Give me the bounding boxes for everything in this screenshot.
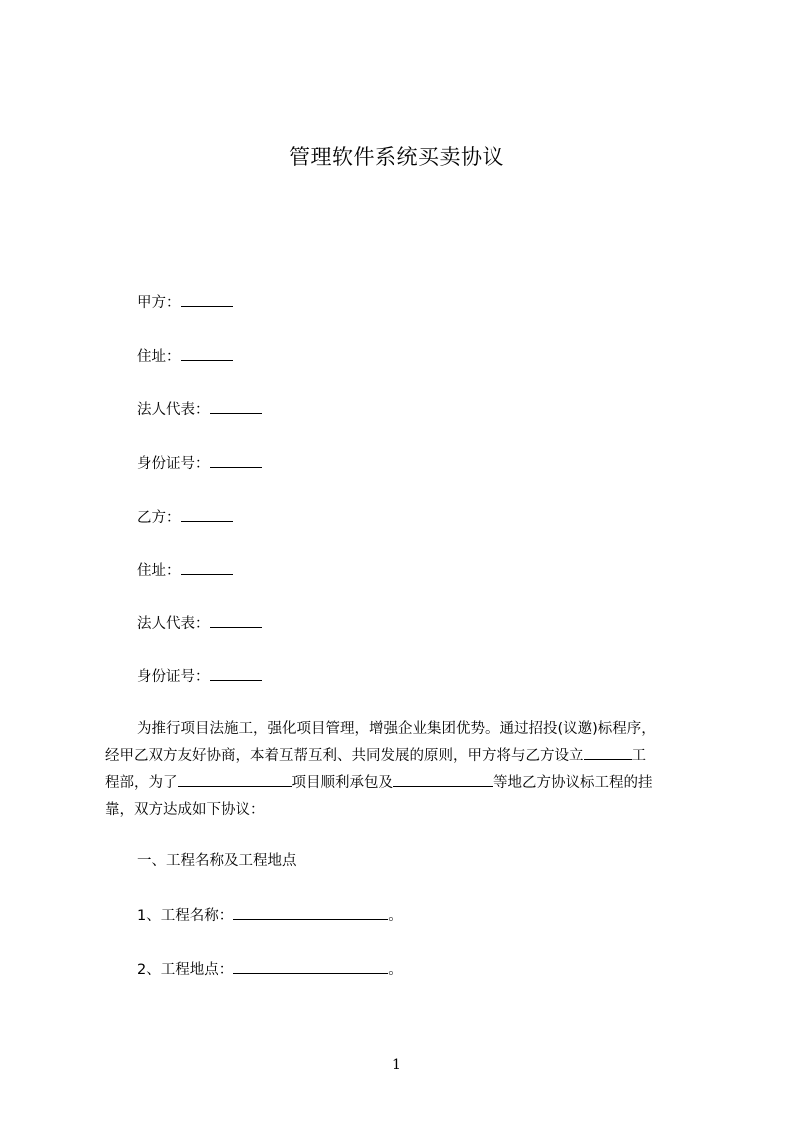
intro-line-3-end: 等地乙方协议标工程的挂 — [493, 775, 653, 791]
party-b-legal-rep-field — [137, 613, 262, 634]
party-a-legal-rep-field — [137, 399, 262, 420]
project-location-label: 2、工程地点： — [137, 962, 234, 978]
intro-line-2-text: 经甲乙双方友好协商，本着互帮互利、共同发展的原则，甲方将与乙方设立 — [105, 748, 584, 764]
intro-line-3-mid: 项目顺利承包及 — [291, 775, 393, 791]
section-1-heading: 一、工程名称及工程地点 — [137, 853, 297, 869]
party-b-legal-rep-blank — [210, 613, 262, 628]
intro-blank-location — [393, 772, 493, 787]
party-b-address-field — [137, 560, 233, 581]
party-a-field — [137, 292, 233, 313]
document-title: 管理软件系统买卖协议 — [289, 145, 504, 169]
project-name-blank — [233, 905, 388, 920]
intro-line-2 — [105, 743, 725, 770]
party-a-address-blank — [181, 346, 233, 361]
intro-blank-department — [584, 745, 632, 760]
intro-line-4: 靠，双方达成如下协议： — [105, 802, 265, 818]
party-b-blank — [181, 507, 233, 522]
party-a-id-field — [137, 453, 262, 474]
party-a-id-blank — [210, 453, 262, 468]
intro-line-1: 为推行项目法施工，强化项目管理，增强企业集团优势。通过招投(议邀)标程序， — [137, 721, 656, 737]
party-b-id-field — [137, 666, 262, 687]
party-a-label: 甲方： — [137, 295, 181, 311]
party-a-legal-rep-label: 法人代表： — [137, 402, 210, 418]
page-number: 1 — [392, 1057, 401, 1073]
party-b-id-blank — [210, 666, 262, 681]
project-name-field — [137, 905, 403, 926]
project-location-blank — [233, 959, 388, 974]
intro-blank-project — [178, 772, 292, 787]
party-b-label: 乙方： — [137, 510, 181, 526]
party-a-legal-rep-blank — [210, 399, 262, 414]
intro-paragraph — [105, 716, 725, 824]
party-b-id-label: 身份证号： — [137, 669, 210, 685]
project-location-field — [137, 959, 403, 980]
intro-line-2-end: 工 — [631, 748, 646, 764]
party-a-address-field — [137, 346, 233, 367]
party-b-field — [137, 507, 233, 528]
intro-line-3 — [105, 770, 725, 797]
party-b-legal-rep-label: 法人代表： — [137, 616, 210, 632]
party-a-address-label: 住址： — [137, 349, 181, 365]
project-name-label: 1、工程名称： — [137, 908, 234, 924]
party-a-id-label: 身份证号： — [137, 456, 210, 472]
party-a-blank — [181, 292, 233, 307]
intro-line-3-start: 程部，为了 — [105, 775, 178, 791]
project-name-end: 。 — [388, 908, 403, 924]
party-b-address-blank — [181, 560, 233, 575]
party-b-address-label: 住址： — [137, 563, 181, 579]
project-location-end: 。 — [388, 962, 403, 978]
